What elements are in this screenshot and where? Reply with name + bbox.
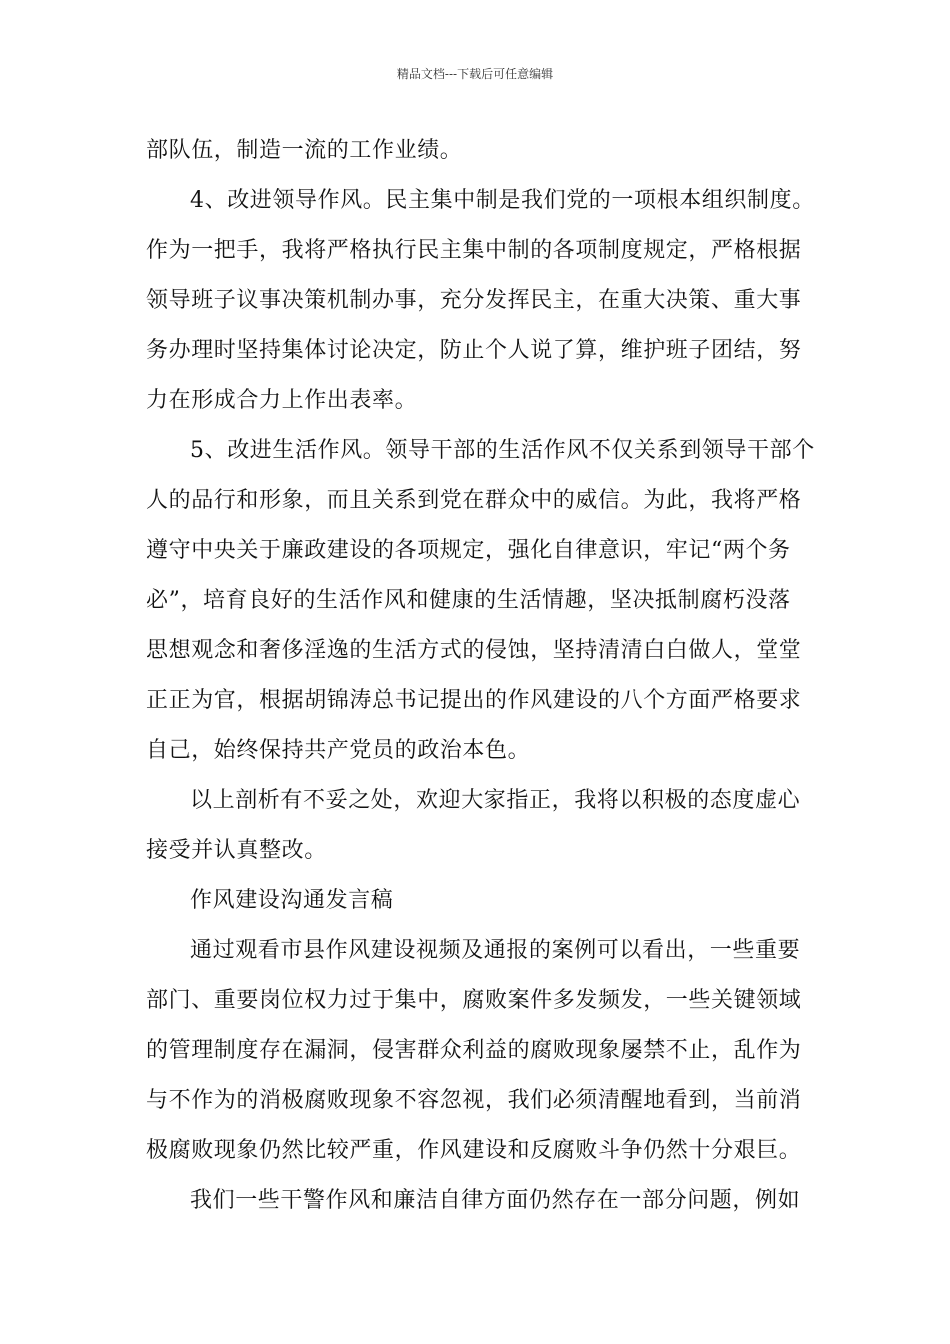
section-title: 作风建设沟通发言稿 — [190, 888, 394, 913]
page-header: 精品文档---下载后可任意编辑 — [396, 67, 554, 81]
text-line: 与不作为的消极腐败现象不容忽视，我们必须清醒地看到，当前消 — [146, 1088, 802, 1113]
text-line: 接受并认真整改。 — [146, 838, 327, 863]
text-line: 部队伍，制造一流的工作业绩。 — [146, 138, 463, 163]
text-line: 思想观念和奢侈淫逸的生活方式的侵蚀，坚持清清白白做人，堂堂 — [146, 638, 802, 663]
text-line: 力在形成合力上作出表率。 — [146, 388, 418, 413]
text-line: 遵守中央关于廉政建设的各项规定，强化自律意识，牢记“两个务 — [146, 538, 791, 563]
text-line: 极腐败现象仍然比较严重，作风建设和反腐败斗争仍然十分艰巨。 — [146, 1138, 802, 1163]
text-line: 领导班子议事决策机制办事，充分发挥民主，在重大决策、重大事 — [146, 288, 802, 313]
text-line: 4、改进领导作风。民主集中制是我们党的一项根本组织制度。 — [190, 188, 815, 213]
text-line: 以上剖析有不妥之处，欢迎大家指正，我将以积极的态度虚心 — [190, 788, 801, 813]
text-line: 的管理制度存在漏洞，侵害群众利益的腐败现象屡禁不止，乱作为 — [146, 1038, 802, 1063]
text-line: 作为一把手，我将严格执行民主集中制的各项制度规定，严格根据 — [146, 238, 802, 263]
text-line: 必”，培育良好的生活作风和健康的生活情趣，坚决抵制腐朽没落 — [146, 588, 791, 613]
text-line: 部门、重要岗位权力过于集中，腐败案件多发频发，一些关键领域 — [146, 988, 802, 1013]
text-line: 人的品行和形象，而且关系到党在群众中的威信。为此，我将严格 — [146, 488, 802, 513]
text-line: 通过观看市县作风建设视频及通报的案例可以看出，一些重要 — [190, 938, 801, 963]
text-line: 正正为官，根据胡锦涛总书记提出的作风建设的八个方面严格要求 — [146, 688, 802, 713]
text-line: 自己，始终保持共产党员的政治本色。 — [146, 738, 531, 763]
text-line: 务办理时坚持集体讨论决定，防止个人说了算，维护班子团结，努 — [146, 338, 802, 363]
text-line: 我们一些干警作风和廉洁自律方面仍然存在一部分问题，例如 — [190, 1188, 801, 1213]
text-line: 5、改进生活作风。领导干部的生活作风不仅关系到领导干部个 — [190, 438, 815, 463]
